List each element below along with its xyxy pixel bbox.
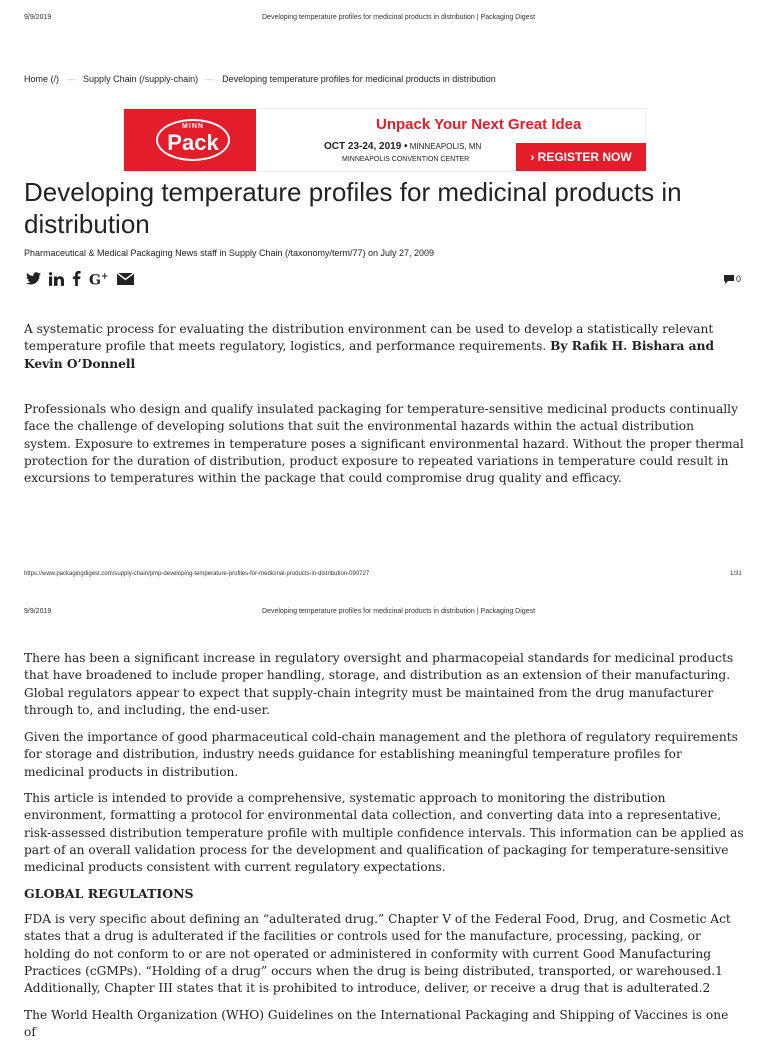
register-now-button[interactable]: [516, 143, 646, 171]
paragraph: This article is intended to provide a comprehensive, systematic approach to monitoring the distribution environment, formatting a protocol for environmental data collection, and converting data into a representative, risk-assessed distribution temperature profile with multiple confidence intervals. This information can be applied as part of an overall validation process for the development and qualification of packaging for temperature-sensitive medicinal products consistent with current regulatory expectations.: [24, 791, 744, 875]
paragraph: The World Health Organization (WHO) Guidelines on the International Packaging and Shipping of Vaccines is one of: [24, 1008, 729, 1040]
article-intro: [24, 321, 744, 373]
paragraph: Given the importance of good pharmaceutical cold-chain management and the plethora of regulatory requirements for storage and distribution, industry needs guidance for establishing meaningful temperature profiles for medicinal products in distribution.: [24, 730, 738, 779]
logo-big-text: Pack: [167, 130, 219, 155]
twitter-icon[interactable]: [26, 272, 41, 285]
comment-count-link[interactable]: [724, 274, 741, 284]
ad-date: [324, 141, 481, 152]
article-title: Developing temperature profiles for medicinal products in distribution: [24, 177, 682, 239]
comment-count: 0: [736, 274, 742, 284]
breadcrumb-current-page: Developing temperature profiles for medicinal products in distribution: [222, 74, 496, 84]
print-footer-page: 1/31: [730, 571, 742, 577]
paragraph: Professionals who design and qualify insulated packaging for temperature-sensitive medicinal products continually face the challenge of developing solutions that suit the environmental hazards within the actual distribution system. Exposure to extremes in temperature poses a significant environmental hazard. Without the proper thermal protection for the duration of distribution, product exposure to repeated variations in temperature could result in excursions to temperatures within the package that could compromise drug quality and efficacy.: [24, 402, 744, 486]
breadcrumb: [24, 74, 496, 84]
print-footer-url: https://www.packagingdigest.com/supply-chain/pmp-developing-temperature-profiles-for-medicinal-products-in-distribution-090727: [24, 571, 370, 577]
logo-small-text: MINN: [182, 123, 204, 130]
print-title: Developing temperature profiles for medicinal products in distribution | Packaging Digest: [262, 608, 536, 615]
paragraph: FDA is very specific about defining an “adulterated drug.” Chapter V of the Federal Food, Drug, and Cosmetic Act states that a drug is adulterated if the facilities or controls used for the manufacture, processing, packing, or holding do not conform to or are not operated or administered in conformity with current Good Manufacturing Practices (cGMPs). “Holding of a drug” occurs when the drug is being distributed, transported, or warehoused.1 Additionally, Chapter III states that it is prohibited to introduce, deliver, or receive a drug that is adulterated.2: [24, 912, 731, 996]
share-bar: [26, 270, 134, 288]
chevron-right-icon: ›: [530, 150, 535, 164]
email-icon[interactable]: [117, 273, 134, 285]
intro-text: A systematic process for evaluating the distribution environment can be used to develop a statistically relevant temperature profile that meets regulatory, logistics, and performance requirements.: [24, 322, 714, 354]
breadcrumb-home-link[interactable]: Home (/): [24, 74, 60, 84]
breadcrumb-separator: —: [66, 74, 76, 84]
linkedin-icon[interactable]: [49, 272, 64, 286]
ad-banner[interactable]: [123, 108, 646, 172]
article-authors: By Rafik H. Bishara and Kevin O’Donnell: [24, 339, 714, 371]
print-date: 9/9/2019: [24, 608, 52, 615]
minnpack-logo: [124, 109, 256, 171]
article-byline: Pharmaceutical & Medical Packaging News staff in Supply Chain (/taxonomy/term/77) on July 27, 2009: [24, 248, 435, 258]
google-plus-icon[interactable]: G+: [89, 272, 109, 289]
ad-tagline: Unpack Your Next Great Idea: [376, 116, 582, 133]
breadcrumb-separator: —: [205, 74, 215, 84]
ad-venue: MINNEAPOLIS CONVENTION CENTER: [342, 156, 470, 163]
section-heading-global-regulations: GLOBAL REGULATIONS: [24, 886, 194, 901]
breadcrumb-supply-chain-link[interactable]: Supply Chain (/supply-chain): [83, 74, 199, 84]
paragraph: There has been a significant increase in regulatory oversight and pharmacopeial standards for medicinal products that have broadened to include proper handling, storage, and distribution as an extension of their manufacturing. Global regulators appear to expect that supply-chain integrity must be maintained from the drug manufacturer through to, and including, the end-user.: [24, 651, 734, 717]
facebook-icon[interactable]: [72, 271, 81, 286]
register-now-label: REGISTER NOW: [537, 150, 632, 164]
ad-date-text: OCT 23-24, 2019 •: [324, 141, 408, 152]
print-date: 9/9/2019: [24, 14, 52, 21]
logo-oval: [156, 119, 230, 161]
comment-icon: [724, 275, 734, 284]
ad-city: MINNEAPOLIS, MN: [407, 142, 482, 151]
print-title: Developing temperature profiles for medicinal products in distribution | Packaging Digest: [262, 14, 536, 21]
